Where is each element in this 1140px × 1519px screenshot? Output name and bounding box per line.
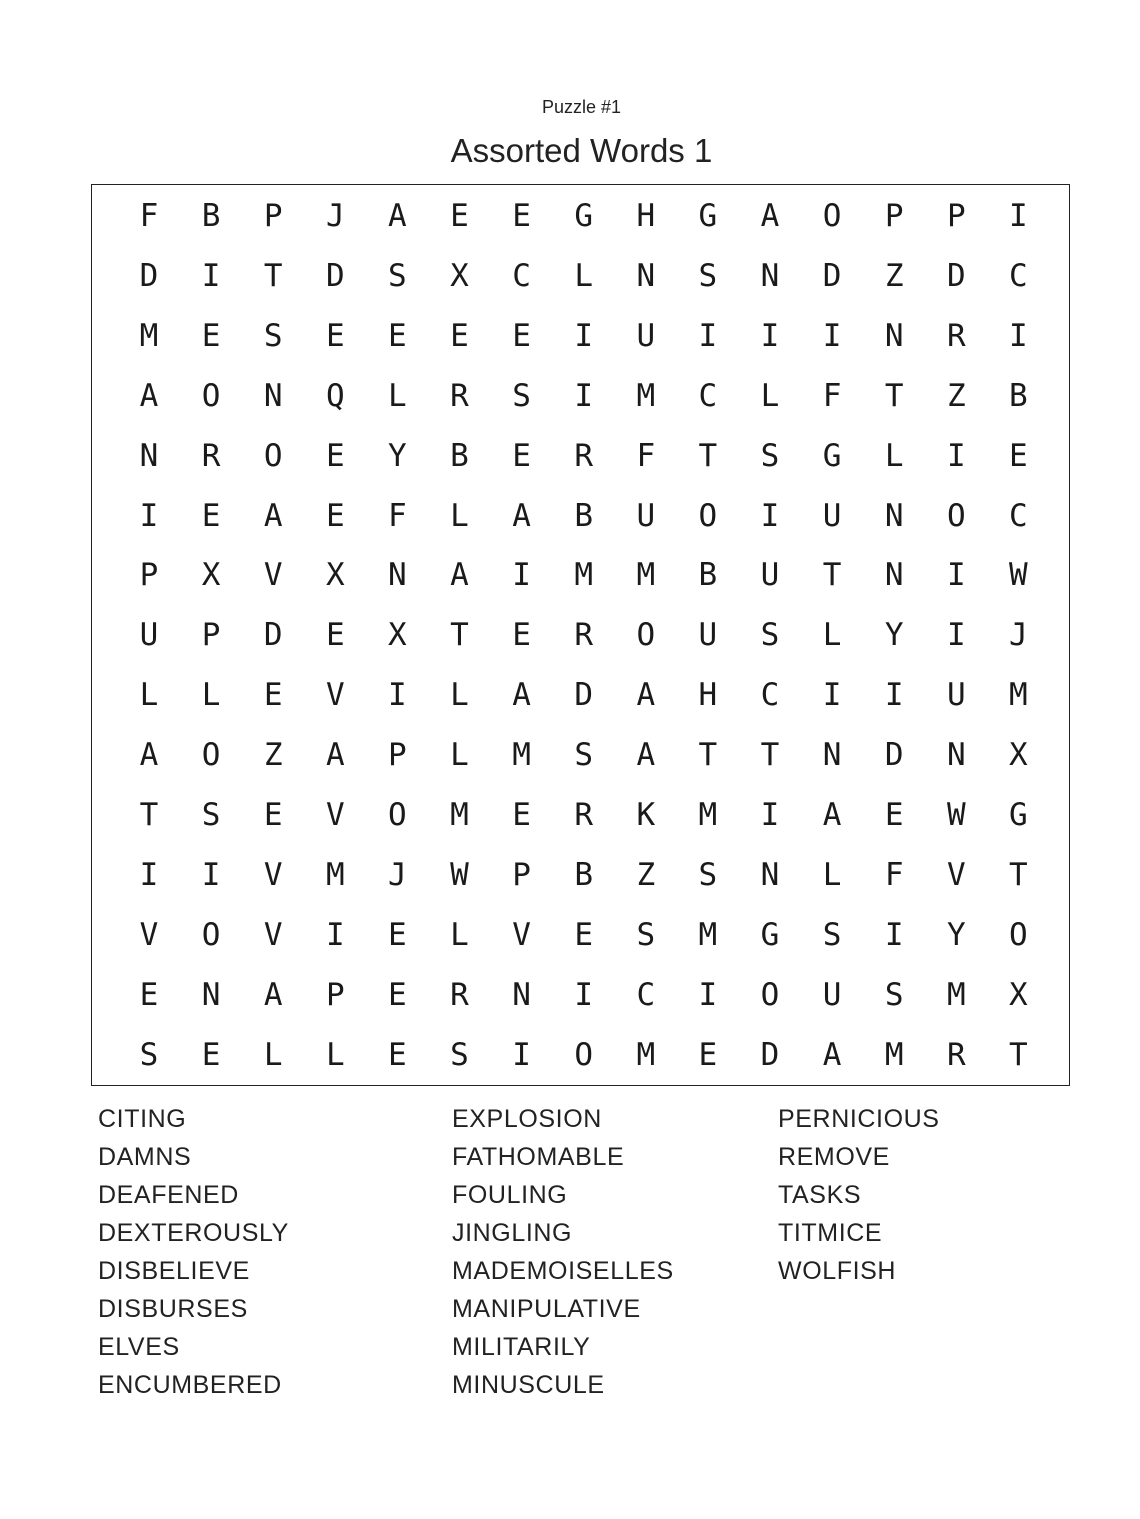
grid-cell[interactable]: B bbox=[574, 856, 594, 893]
grid-cell[interactable]: C bbox=[760, 677, 780, 714]
grid-cell[interactable]: Y bbox=[946, 916, 966, 953]
grid-cell[interactable]: I bbox=[760, 317, 780, 354]
grid-cell[interactable]: A bbox=[325, 737, 345, 774]
word-list-item: MILITARILY bbox=[452, 1333, 591, 1361]
grid-cell[interactable]: L bbox=[263, 1036, 283, 1073]
grid-cell[interactable]: X bbox=[1009, 976, 1028, 1013]
grid-row bbox=[92, 1025, 1069, 1085]
grid-row bbox=[92, 845, 1069, 905]
word-list-item: MINUSCULE bbox=[452, 1371, 605, 1399]
grid-cell[interactable]: G bbox=[574, 198, 594, 234]
grid-cell[interactable]: E bbox=[512, 317, 531, 354]
grid-cell[interactable]: O bbox=[263, 437, 283, 474]
grid-row bbox=[92, 246, 1069, 306]
grid-cell[interactable]: R bbox=[450, 377, 469, 414]
grid-cell[interactable]: U bbox=[760, 557, 780, 594]
grid-cell[interactable]: G bbox=[1009, 797, 1028, 833]
grid-cell[interactable]: I bbox=[512, 1036, 531, 1073]
grid-cell[interactable]: E bbox=[698, 1036, 718, 1073]
word-column bbox=[778, 1100, 940, 1290]
grid-cell[interactable]: P bbox=[139, 557, 159, 594]
grid-cell[interactable]: C bbox=[698, 377, 718, 414]
word-list-item: DEXTEROUSLY bbox=[98, 1219, 289, 1247]
word-list-item: DISBELIEVE bbox=[98, 1257, 250, 1285]
grid-cell[interactable]: C bbox=[1009, 257, 1028, 294]
grid-cell[interactable]: E bbox=[1009, 437, 1028, 474]
grid-cell[interactable]: L bbox=[325, 1036, 345, 1073]
word-list-item: FATHOMABLE bbox=[452, 1143, 625, 1171]
grid-cell[interactable]: C bbox=[512, 257, 531, 294]
grid-cell[interactable]: Z bbox=[263, 737, 283, 774]
grid-cell[interactable]: W bbox=[946, 797, 966, 833]
grid-cell[interactable]: O bbox=[698, 497, 718, 534]
grid-row bbox=[92, 545, 1069, 605]
grid-cell[interactable]: I bbox=[946, 617, 966, 654]
grid-cell[interactable]: M bbox=[636, 377, 656, 414]
grid-cell[interactable]: L bbox=[822, 617, 842, 654]
grid-row bbox=[92, 486, 1069, 546]
grid-cell[interactable]: D bbox=[325, 257, 345, 294]
grid-cell[interactable]: P bbox=[512, 856, 531, 893]
grid-cell[interactable]: S bbox=[512, 377, 531, 414]
grid-cell[interactable]: J bbox=[1009, 617, 1028, 654]
grid-cell[interactable]: Z bbox=[636, 856, 656, 893]
grid-cell[interactable]: E bbox=[388, 916, 407, 953]
grid-cell[interactable]: L bbox=[884, 437, 904, 474]
word-list-item: MADEMOISELLES bbox=[452, 1257, 674, 1285]
grid-cell[interactable]: N bbox=[512, 976, 531, 1013]
grid-cell[interactable]: O bbox=[1009, 916, 1028, 953]
grid-cell[interactable]: S bbox=[201, 797, 221, 833]
grid-cell[interactable]: Y bbox=[884, 617, 904, 654]
grid-cell[interactable]: I bbox=[1009, 198, 1028, 234]
grid-cell[interactable]: V bbox=[946, 856, 966, 893]
grid-cell[interactable]: E bbox=[450, 317, 469, 354]
grid-cell[interactable]: S bbox=[574, 737, 594, 774]
grid-cell[interactable]: R bbox=[946, 317, 966, 354]
grid-cell[interactable]: M bbox=[636, 557, 656, 594]
grid-cell[interactable]: M bbox=[884, 1036, 904, 1073]
grid-cell[interactable]: Y bbox=[388, 437, 407, 474]
grid-row bbox=[92, 665, 1069, 725]
grid-cell[interactable]: U bbox=[946, 677, 966, 714]
puzzle-title: Assorted Words 1 bbox=[450, 132, 713, 169]
grid-cell[interactable]: V bbox=[263, 856, 283, 893]
grid-cell[interactable]: U bbox=[139, 617, 159, 654]
grid-cell[interactable]: S bbox=[139, 1036, 159, 1073]
grid-cell[interactable]: N bbox=[760, 257, 780, 294]
grid-cell[interactable]: A bbox=[822, 1036, 842, 1073]
grid-cell[interactable]: N bbox=[884, 317, 904, 354]
word-column bbox=[98, 1100, 289, 1404]
grid-cell[interactable]: N bbox=[388, 557, 407, 594]
grid-cell[interactable]: E bbox=[201, 497, 221, 534]
grid-cell[interactable]: L bbox=[450, 916, 469, 953]
grid-cell[interactable]: M bbox=[325, 856, 345, 893]
grid-cell[interactable]: A bbox=[636, 737, 656, 774]
word-list-item: CITING bbox=[98, 1105, 187, 1133]
grid-cell[interactable]: E bbox=[512, 437, 531, 474]
grid-cell[interactable]: E bbox=[512, 198, 531, 234]
grid-cell[interactable]: T bbox=[698, 437, 718, 474]
grid-row bbox=[92, 965, 1069, 1025]
grid-cell[interactable]: M bbox=[450, 797, 469, 833]
word-list-item: JINGLING bbox=[452, 1219, 573, 1247]
grid-cell[interactable]: E bbox=[325, 317, 345, 354]
grid-cell[interactable]: I bbox=[325, 916, 345, 953]
grid-cell[interactable]: I bbox=[884, 916, 904, 953]
grid-cell[interactable]: E bbox=[325, 497, 345, 534]
grid-cell[interactable]: M bbox=[139, 317, 159, 354]
grid-cell[interactable]: S bbox=[698, 257, 718, 294]
word-list-item: DISBURSES bbox=[98, 1295, 248, 1323]
grid-cell[interactable]: D bbox=[822, 257, 842, 294]
grid-cell[interactable]: W bbox=[1009, 557, 1028, 594]
grid-cell[interactable]: E bbox=[139, 976, 159, 1013]
grid-cell[interactable]: U bbox=[698, 617, 718, 654]
grid-cell[interactable]: O bbox=[201, 916, 221, 953]
grid-row bbox=[92, 725, 1069, 785]
grid-cell[interactable]: S bbox=[388, 257, 407, 294]
grid-cell[interactable]: N bbox=[946, 737, 966, 774]
grid-cell[interactable]: I bbox=[822, 677, 842, 714]
grid-cell[interactable]: I bbox=[884, 677, 904, 714]
grid-cell[interactable]: S bbox=[263, 317, 283, 354]
grid-cell[interactable]: F bbox=[636, 437, 656, 474]
grid-cell[interactable]: E bbox=[512, 617, 531, 654]
grid-cell[interactable]: O bbox=[822, 198, 842, 234]
grid-cell[interactable]: I bbox=[698, 317, 718, 354]
grid-cell[interactable]: X bbox=[201, 557, 221, 594]
grid-cell[interactable]: O bbox=[201, 737, 221, 774]
grid-cell[interactable]: I bbox=[574, 377, 594, 414]
grid-cell[interactable]: O bbox=[201, 377, 221, 414]
grid-cell[interactable]: Q bbox=[325, 377, 345, 414]
word-column bbox=[452, 1100, 674, 1404]
grid-cell[interactable]: T bbox=[884, 377, 904, 414]
grid-row bbox=[92, 605, 1069, 665]
grid-cell[interactable]: T bbox=[450, 617, 469, 654]
grid-cell[interactable]: P bbox=[884, 198, 904, 234]
grid-cell[interactable]: R bbox=[946, 1036, 966, 1073]
grid-cell[interactable]: T bbox=[822, 557, 842, 594]
grid-cell[interactable]: J bbox=[388, 856, 407, 893]
grid-cell[interactable]: I bbox=[201, 257, 221, 294]
grid-cell[interactable]: C bbox=[636, 976, 656, 1013]
grid-cell[interactable]: Z bbox=[884, 257, 904, 294]
grid-cell[interactable]: O bbox=[760, 976, 780, 1013]
grid-cell[interactable]: B bbox=[698, 557, 718, 594]
grid-cell[interactable]: Z bbox=[946, 377, 966, 414]
grid-cell[interactable]: A bbox=[512, 677, 531, 714]
grid-cell[interactable]: D bbox=[760, 1036, 780, 1073]
grid-cell[interactable]: T bbox=[1009, 856, 1028, 893]
grid-cell[interactable]: C bbox=[1009, 497, 1028, 534]
grid-cell[interactable]: S bbox=[884, 976, 904, 1013]
grid-cell[interactable]: M bbox=[512, 737, 531, 774]
grid-cell[interactable]: E bbox=[884, 797, 904, 833]
grid-cell[interactable]: D bbox=[263, 617, 283, 654]
grid-row bbox=[92, 785, 1069, 845]
grid-cell[interactable]: E bbox=[388, 317, 407, 354]
grid-cell[interactable]: A bbox=[263, 497, 283, 534]
grid-cell[interactable]: G bbox=[698, 198, 718, 234]
grid-cell[interactable]: I bbox=[139, 856, 159, 893]
grid-cell[interactable]: B bbox=[450, 437, 469, 474]
word-list-item: REMOVE bbox=[778, 1143, 890, 1171]
grid-cell[interactable]: R bbox=[574, 797, 594, 833]
grid-cell[interactable]: U bbox=[822, 497, 842, 534]
grid-cell[interactable]: I bbox=[698, 976, 718, 1013]
grid-cell[interactable]: N bbox=[636, 257, 656, 294]
grid-cell[interactable]: I bbox=[946, 437, 966, 474]
grid-cell[interactable]: P bbox=[263, 198, 283, 234]
grid-cell[interactable]: O bbox=[636, 617, 656, 654]
grid-cell[interactable]: L bbox=[139, 677, 159, 714]
grid-cell[interactable]: I bbox=[760, 497, 780, 534]
word-list-item: TITMICE bbox=[778, 1219, 883, 1247]
grid-cell[interactable]: X bbox=[388, 617, 407, 654]
grid-cell[interactable]: T bbox=[1009, 1036, 1028, 1073]
grid-cell[interactable]: J bbox=[325, 198, 345, 234]
grid-cell[interactable]: D bbox=[574, 677, 594, 714]
grid-cell[interactable]: I bbox=[760, 797, 780, 833]
grid-cell[interactable]: S bbox=[636, 916, 656, 953]
grid-cell[interactable]: X bbox=[325, 557, 345, 594]
word-list-item: EXPLOSION bbox=[452, 1105, 602, 1133]
grid-cell[interactable]: L bbox=[450, 677, 469, 714]
grid-cell[interactable]: P bbox=[325, 976, 345, 1013]
word-list-item: WOLFISH bbox=[778, 1257, 897, 1285]
grid-cell[interactable]: A bbox=[760, 198, 780, 234]
grid-cell[interactable]: N bbox=[760, 856, 780, 893]
grid-cell[interactable]: D bbox=[884, 737, 904, 774]
grid-row bbox=[92, 905, 1069, 965]
grid-cell[interactable]: M bbox=[1009, 677, 1028, 714]
grid-cell[interactable]: E bbox=[201, 317, 221, 354]
grid-cell[interactable]: A bbox=[822, 797, 842, 833]
grid-cell[interactable]: D bbox=[139, 257, 159, 294]
grid-cell[interactable]: P bbox=[388, 737, 407, 774]
grid-cell[interactable]: I bbox=[512, 557, 531, 594]
grid-cell[interactable]: F bbox=[884, 856, 904, 893]
grid-cell[interactable]: P bbox=[201, 617, 221, 654]
grid-cell[interactable]: R bbox=[574, 437, 594, 474]
word-list-item: TASKS bbox=[778, 1181, 862, 1209]
grid-cell[interactable]: H bbox=[636, 198, 656, 234]
grid-cell[interactable]: N bbox=[884, 497, 904, 534]
grid-cell[interactable]: A bbox=[450, 557, 469, 594]
grid-cell[interactable]: V bbox=[512, 916, 531, 953]
grid-cell[interactable]: I bbox=[574, 317, 594, 354]
grid-cell[interactable]: S bbox=[760, 437, 780, 474]
grid-cell[interactable]: L bbox=[822, 856, 842, 893]
grid-cell[interactable]: G bbox=[760, 916, 780, 953]
grid-cell[interactable]: R bbox=[450, 976, 469, 1013]
grid-cell[interactable]: T bbox=[760, 737, 780, 774]
grid-cell[interactable]: M bbox=[636, 1036, 656, 1073]
grid-cell[interactable]: V bbox=[325, 677, 345, 714]
grid-cell[interactable]: L bbox=[388, 377, 407, 414]
grid-row bbox=[92, 426, 1069, 486]
grid-cell[interactable]: D bbox=[946, 257, 966, 294]
grid-cell[interactable]: R bbox=[201, 437, 221, 474]
grid-cell[interactable]: I bbox=[822, 317, 842, 354]
grid-cell[interactable]: U bbox=[636, 317, 656, 354]
grid-cell[interactable]: G bbox=[822, 437, 842, 474]
grid-cell[interactable]: M bbox=[698, 797, 718, 833]
grid-cell[interactable]: L bbox=[574, 257, 594, 294]
grid-cell[interactable]: U bbox=[822, 976, 842, 1013]
grid-cell[interactable]: X bbox=[450, 257, 469, 294]
grid-cell[interactable]: M bbox=[698, 916, 718, 953]
grid-cell[interactable]: E bbox=[263, 677, 283, 714]
grid-cell[interactable]: M bbox=[946, 976, 966, 1013]
grid-cell[interactable]: E bbox=[388, 976, 407, 1013]
grid-cell[interactable]: B bbox=[574, 497, 594, 534]
grid-cell[interactable]: F bbox=[822, 377, 842, 414]
grid-cell[interactable]: V bbox=[263, 916, 283, 953]
grid-cell[interactable]: L bbox=[450, 497, 469, 534]
word-list-item: DEAFENED bbox=[98, 1181, 239, 1209]
grid-row bbox=[92, 186, 1069, 246]
grid-cell[interactable]: I bbox=[1009, 317, 1028, 354]
grid-cell[interactable]: F bbox=[139, 198, 159, 234]
grid-cell[interactable]: X bbox=[1009, 737, 1028, 774]
word-list-item: MANIPULATIVE bbox=[452, 1295, 641, 1323]
grid-cell[interactable]: E bbox=[512, 797, 531, 833]
grid-cell[interactable]: I bbox=[201, 856, 221, 893]
grid-cell[interactable]: N bbox=[139, 437, 159, 474]
grid-cell[interactable]: E bbox=[263, 797, 283, 833]
grid-cell[interactable]: A bbox=[636, 677, 656, 714]
grid-cell[interactable]: V bbox=[325, 797, 345, 833]
grid-cell[interactable]: E bbox=[325, 437, 345, 474]
grid-cell[interactable]: E bbox=[325, 617, 345, 654]
grid-cell[interactable]: O bbox=[388, 797, 407, 833]
grid-cell[interactable]: M bbox=[574, 557, 594, 594]
grid-cell[interactable]: T bbox=[139, 797, 159, 833]
grid-cell[interactable]: S bbox=[822, 916, 842, 953]
grid-cell[interactable]: K bbox=[636, 797, 656, 833]
grid-cell[interactable]: V bbox=[263, 557, 283, 594]
grid-cell[interactable]: S bbox=[450, 1036, 469, 1073]
grid-row bbox=[92, 366, 1069, 426]
grid-cell[interactable]: W bbox=[450, 856, 469, 893]
word-list-item: ELVES bbox=[98, 1333, 180, 1361]
grid-cell[interactable]: O bbox=[574, 1036, 594, 1073]
grid-cell[interactable]: A bbox=[512, 497, 531, 534]
grid-cell[interactable]: I bbox=[139, 497, 159, 534]
grid-cell[interactable]: B bbox=[201, 198, 221, 234]
grid-cell[interactable]: E bbox=[450, 198, 469, 234]
grid-cell[interactable]: R bbox=[574, 617, 594, 654]
word-list-item: PERNICIOUS bbox=[778, 1105, 940, 1133]
puzzle-number: Puzzle #1 bbox=[541, 97, 622, 117]
word-list-item: DAMNS bbox=[98, 1143, 192, 1171]
grid-cell[interactable]: E bbox=[388, 1036, 407, 1073]
grid-cell[interactable]: N bbox=[201, 976, 221, 1013]
grid-cell[interactable]: T bbox=[698, 737, 718, 774]
grid-cell[interactable]: T bbox=[263, 257, 283, 294]
grid-cell[interactable]: H bbox=[698, 677, 718, 714]
grid-cell[interactable]: I bbox=[388, 677, 407, 714]
grid-cell[interactable]: E bbox=[201, 1036, 221, 1073]
grid-cell[interactable]: A bbox=[263, 976, 283, 1013]
word-list-item: FOULING bbox=[452, 1181, 568, 1209]
word-list-item: ENCUMBERED bbox=[98, 1371, 282, 1399]
grid-cell[interactable]: A bbox=[388, 198, 407, 234]
grid-cell[interactable]: L bbox=[201, 677, 221, 714]
grid-cell[interactable]: S bbox=[760, 617, 780, 654]
grid-cell[interactable]: V bbox=[139, 916, 159, 953]
grid-cell[interactable]: O bbox=[946, 497, 966, 534]
letter-grid bbox=[91, 184, 1070, 1086]
grid-cell[interactable]: L bbox=[450, 737, 469, 774]
grid-cell[interactable]: I bbox=[946, 557, 966, 594]
grid-cell[interactable]: U bbox=[636, 497, 656, 534]
grid-cell[interactable]: N bbox=[263, 377, 283, 414]
grid-cell[interactable]: F bbox=[388, 497, 407, 534]
grid-cell[interactable]: N bbox=[884, 557, 904, 594]
grid-cell[interactable]: L bbox=[760, 377, 780, 414]
grid-cell[interactable]: S bbox=[698, 856, 718, 893]
grid-cell[interactable]: N bbox=[822, 737, 842, 774]
grid-cell[interactable]: B bbox=[1009, 377, 1028, 414]
grid-cell[interactable]: P bbox=[946, 198, 966, 234]
grid-cell[interactable]: A bbox=[139, 377, 159, 414]
grid-cell[interactable]: A bbox=[139, 737, 159, 774]
grid-cell[interactable]: E bbox=[574, 916, 594, 953]
grid-row bbox=[92, 306, 1069, 366]
grid-cell[interactable]: I bbox=[574, 976, 594, 1013]
